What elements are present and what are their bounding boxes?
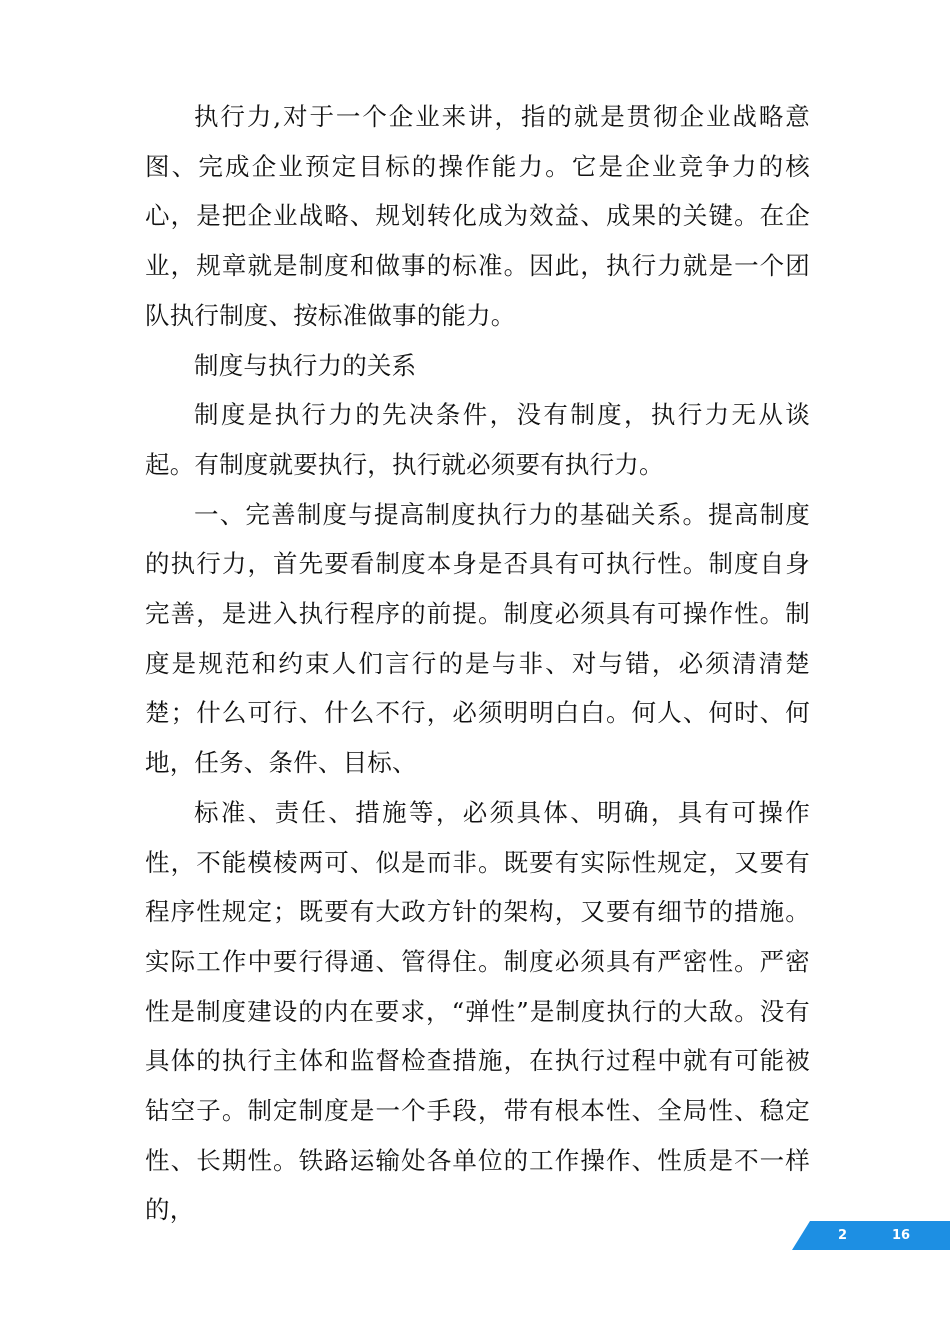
page-number-band xyxy=(792,1221,950,1250)
total-pages-number: 16 xyxy=(892,1228,911,1243)
paragraph-execution-definition: 执行力,对于一个企业来讲，指的就是贯彻企业战略意图、完成企业预定目标的操作能力。它是企业竞争力的核心，是把企业战略、规划转化成为效益、成果的关键。在企业，规章就是制度和做事的标准。因此，执行力就是一个团队执行制度、按标准做事的能力。 xyxy=(145,102,810,330)
paragraph-precondition: 制度是执行力的先决条件，没有制度，执行力无从谈起。有制度就要执行，执行就必须要有执行力。 xyxy=(145,400,810,479)
current-page-number: 2 xyxy=(838,1228,848,1243)
paragraph-section-one: 一、完善制度与提高制度执行力的基础关系。提高制度的执行力，首先要看制度本身是否具有可执行性。制度自身完善，是进入执行程序的前提。制度必须具有可操作性。制度是规范和约束人们言行的是与非、对与错，必须清清楚楚；什么可行、什么不行，必须明明白白。何人、何时、何地，任务、条件、目标、 xyxy=(145,499,810,778)
paragraph-heading-relationship: 制度与执行力的关系 xyxy=(194,350,417,380)
document-body xyxy=(145,92,810,1235)
paragraph-standards: 标准、责任、措施等，必须具体、明确，具有可操作性，不能模棱两可、似是而非。既要有实际性规定，又要有程序性规定；既要有大政方针的架构，又要有细节的措施。实际工作中要行得通、管得住。制度必须具有严密性。严密性是制度建设的内在要求，“弹性”是制度执行的大敌。没有具体的执行主体和监督检查措施，在执行过程中就有可能被钻空子。制定制度是一个手段，带有根本性、全局性、稳定性、长期性。铁路运输处各单位的工作操作、性质是不一样的， xyxy=(145,797,810,1225)
